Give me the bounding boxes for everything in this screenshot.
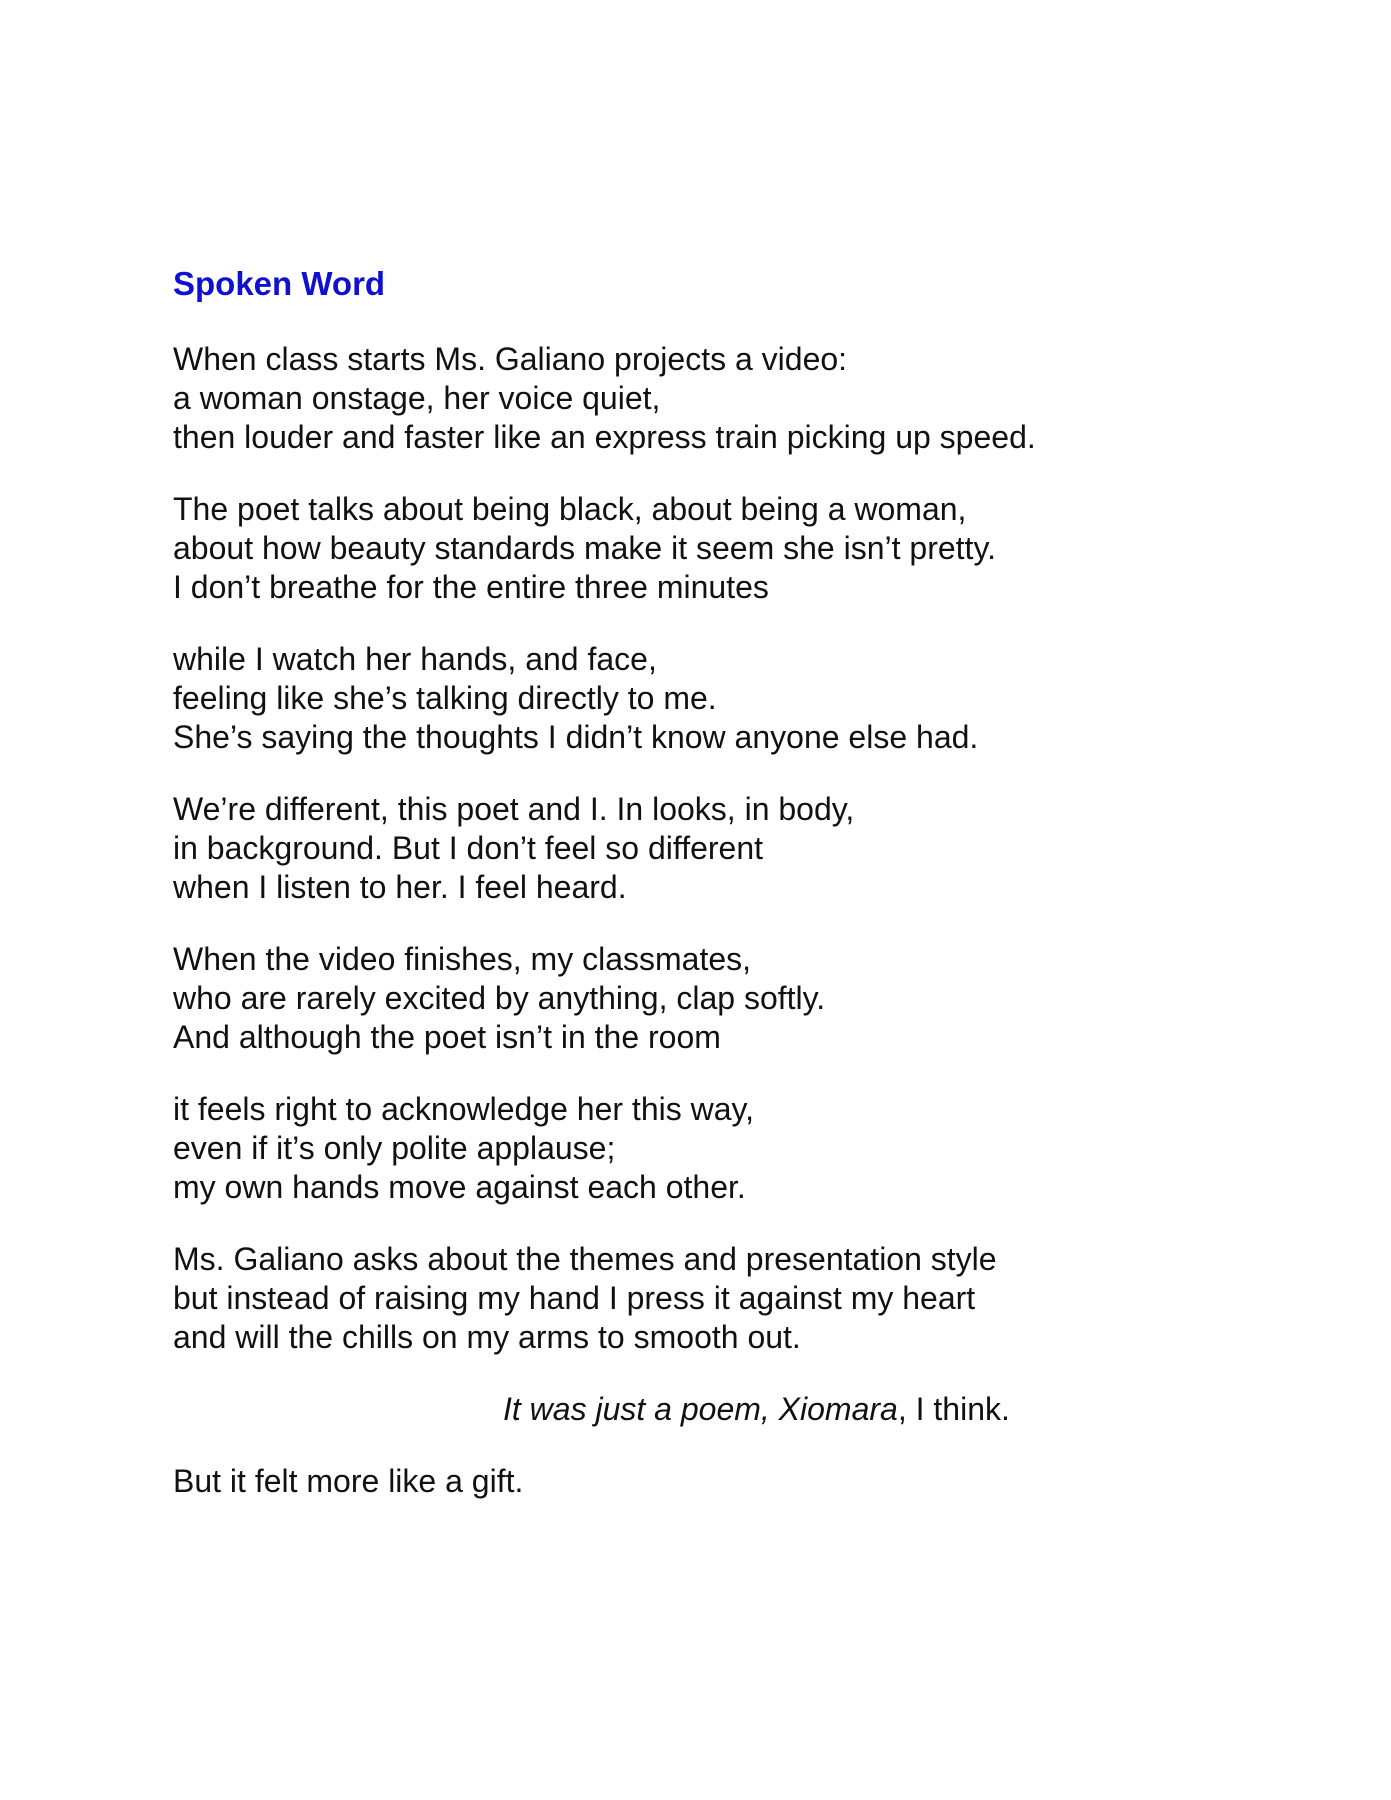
poem-line: And although the poet isn’t in the room xyxy=(173,1019,721,1055)
poem-line: but instead of raising my hand I press it against my heart xyxy=(173,1280,976,1316)
poem-line: and will the chills on my arms to smooth out. xyxy=(173,1319,801,1355)
poem-line: while I watch her hands, and face, xyxy=(173,641,657,677)
stanza-4 xyxy=(173,790,1273,907)
italic-thought-text: It was just a poem, Xiomara xyxy=(503,1391,898,1427)
poem-line: then louder and faster like an express train picking up speed. xyxy=(173,419,1036,455)
poem-line: who are rarely excited by anything, clap softly. xyxy=(173,980,826,1016)
italic-thought-stanza xyxy=(173,1390,1273,1429)
poem-line: a woman onstage, her voice quiet, xyxy=(173,380,661,416)
italic-thought-line xyxy=(173,1390,1273,1429)
thought-tag-text: , I think. xyxy=(897,1391,1010,1427)
poem-line: I don’t breathe for the entire three minutes xyxy=(173,569,769,605)
stanza-1 xyxy=(173,340,1273,457)
poem-line: in background. But I don’t feel so different xyxy=(173,830,764,866)
poem-line: when I listen to her. I feel heard. xyxy=(173,869,627,905)
stanza-5 xyxy=(173,940,1273,1057)
poem-line: When the video finishes, my classmates, xyxy=(173,941,752,977)
stanza-6 xyxy=(173,1090,1273,1207)
poem-line: Ms. Galiano asks about the themes and presentation style xyxy=(173,1241,997,1277)
poem-line: it feels right to acknowledge her this way, xyxy=(173,1091,755,1127)
closing-line: But it felt more like a gift. xyxy=(173,1463,524,1499)
poem-line: about how beauty standards make it seem she isn’t pretty. xyxy=(173,530,996,566)
poem-line: even if it’s only polite applause; xyxy=(173,1130,616,1166)
closing-stanza xyxy=(173,1462,1273,1501)
poem-title: Spoken Word xyxy=(173,265,386,302)
poem-line: my own hands move against each other. xyxy=(173,1169,746,1205)
stanza-2 xyxy=(173,490,1273,607)
poem-line: When class starts Ms. Galiano projects a video: xyxy=(173,341,848,377)
poem-page xyxy=(173,262,1273,1501)
poem-line: We’re different, this poet and I. In looks, in body, xyxy=(173,791,855,827)
poem-line: feeling like she’s talking directly to me. xyxy=(173,680,717,716)
stanza-7 xyxy=(173,1240,1273,1357)
poem-line: The poet talks about being black, about being a woman, xyxy=(173,491,967,527)
stanza-3 xyxy=(173,640,1273,757)
poem-line: She’s saying the thoughts I didn’t know anyone else had. xyxy=(173,719,979,755)
